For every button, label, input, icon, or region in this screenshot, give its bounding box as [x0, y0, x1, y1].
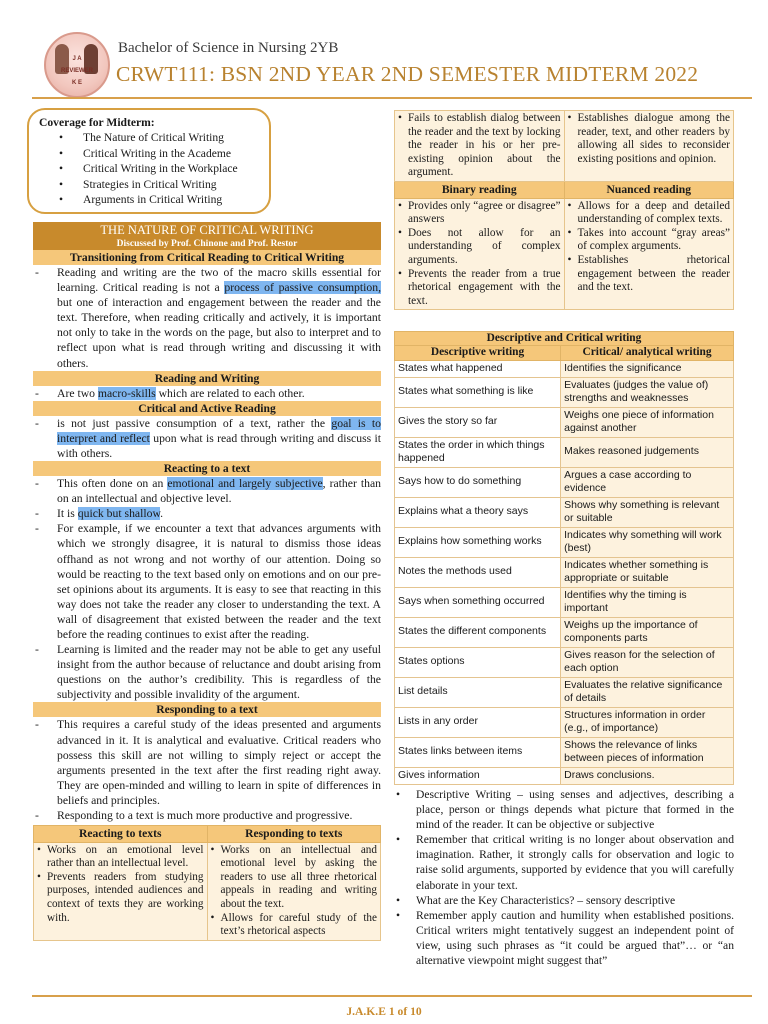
table-cell: States options [395, 647, 561, 677]
section-title: THE NATURE OF CRITICAL WRITING [100, 223, 314, 237]
note-text: Remember that critical writing is no longer about observation and imagination. Rather, it strongly calls for observation and logic to raise solid arguments, supported by evidence that you will carefully elaborate in your text. [416, 833, 734, 892]
table-title: Descriptive and Critical writing [395, 332, 734, 346]
table-cell: • Provides only “agree or disagree” answers • Does not allow for an understanding of complex arguments. • Prevents the reader from a true rhetorical engagement with the text. [395, 198, 565, 310]
table-cell: • Works on an emotional level rather than an intellectual level. • Prevents readers from studying purposes, intended audiences and context of texts they are working with. [34, 842, 208, 940]
coverage-list [39, 130, 259, 208]
table-header: Reacting to texts [34, 826, 208, 843]
table-cell: Indicates why something will work (best) [561, 527, 734, 557]
table-header: Responding to texts [207, 826, 381, 843]
list-item: • What are the Key Characteristics? – sensory descriptive [394, 893, 734, 908]
bullet-text: Establishes dialogue among the reader, text, and other readers by allowing all sides to reconsider existing positions and opinion. [577, 112, 730, 165]
paragraph: - This often done on an emotional and largely subjective, rather than on an intellectual and objective level. [35, 477, 381, 506]
paragraph-text: Learning is limited and the reader may not be able to get any useful insight from the author because of reluctance and doubt arising from questions on the author’s credibility. This is regardless of the subjectivity and possible invalidity of the argument. [57, 643, 381, 702]
list-item: • Remember apply caution and humility when established positions. Critical writers might tentatively suggest an independent point of view, using such phrases as “it could be argued that”… or “an alternative viewpoint might suggest that” [396, 908, 734, 968]
table-cell: • Fails to establish dialog between the reader and the text by locking the reader in his or her pre-existing opinion about the argument. [395, 111, 565, 182]
list-item: • Descriptive Writing – using senses and adjectives, describing a place, person or things depends what picture that formed in the mind of the reader. It can be objective or subjective [396, 788, 734, 832]
text-run: upon what is read through writing and discuss it with others. [57, 431, 381, 460]
table-header: Binary reading [395, 181, 565, 198]
text-run: . [160, 507, 164, 521]
program-subtitle: Bachelor of Science in Nursing 2YB [118, 40, 339, 56]
text-run: It is [57, 507, 78, 521]
table-cell: Weighs one piece of information against another [561, 407, 734, 437]
table-cell: States links between items [395, 737, 561, 767]
table-header: Descriptive writing [395, 346, 561, 360]
paragraph-text: For example, if we encounter a text that advances arguments with which we strongly disagree, it is natural to dismiss those ideas offhand as not wrong and not worthy of our attention. Doing so would be reacting to the text based only on emotions and on our pre-set opinions about its arguments. It is easy to see that reacting in this way does not take the reader any closer to understanding the text. A wall of disagreement that existed between the reader and the text before the reading continues to exist after the reading. [57, 522, 381, 641]
bullet-text: Prevents the reader from a true rhetorical engagement with the text. [408, 267, 561, 307]
left-column [33, 222, 381, 941]
table-cell: Evaluates the relative significance of details [561, 677, 734, 707]
highlight: quick but shallow [77, 507, 161, 521]
table-cell: • Establishes dialogue among the reader, text, and other readers by allowing all sides to reconsider existing positions and opinion. [564, 111, 734, 182]
binary-nuanced-section [394, 110, 734, 310]
table-cell: States what happened [395, 360, 561, 377]
table-row [395, 737, 734, 767]
binary-nuanced-table [394, 110, 734, 310]
table-row [395, 707, 734, 737]
table-cell: Says how to do something [395, 467, 561, 497]
table-cell: • Allows for a deep and detailed understanding of complex texts. • Takes into account “gray areas” of complex arguments. • Establishes rhetorical engagement between the reader and the text. [564, 198, 734, 310]
text-run: is not just passive consumption of a text, rather the [57, 416, 332, 430]
table-cell: Evaluates (judges the value of) strengths and weaknesses [561, 377, 734, 407]
logo-text: REVIEWER [60, 68, 93, 74]
coverage-heading: Coverage for Midterm: [39, 116, 155, 129]
list-item: • The Nature of Critical Writing [83, 130, 259, 146]
paragraph: - This requires a careful study of the ideas presented and arguments advanced in it. It is analytical and evaluative. Critical readers who possess this skill are not willing to simply reject or accept the arguments presented in the text after the first reading right away. They are open-minded and willing to learn in spite of differences in beliefs and principles. [35, 718, 381, 807]
heading-transition: Transitioning from Critical Reading to Critical Writing [33, 250, 381, 265]
table-header: Critical/ analytical writing [561, 346, 734, 360]
paragraph: - Reading and writing are the two of the macro skills essential for learning. Critical reading is not a process of passive consumption, but one of interaction and engagement between the reader and the text. Therefore, when reading critically and actively, it is important not only to take in the words on the page, but also to interpret and to reflect upon what is read through writing and discussing it with others. [35, 266, 381, 370]
bullet-text: Provides only “agree or disagree” answers [408, 199, 561, 226]
descriptive-critical-table [394, 331, 734, 785]
paragraph-text: This requires a careful study of the ideas presented and arguments advanced in it. It is analytical and evaluative. Critical readers who possess this skill are not willing to simply reject or accept the arguments presented in the text after the first reading right away. They are open-minded and willing to learn in spite of differences in beliefs and principles. [57, 718, 381, 807]
highlight: process of passive consumption, [224, 281, 381, 295]
paragraph-text: Responding to a text is much more productive and progressive. [57, 809, 353, 822]
bullet-text: Takes into account “gray areas” of complex arguments. [577, 226, 730, 253]
notes-list [394, 787, 734, 968]
table-cell: Identifies why the timing is important [561, 587, 734, 617]
coverage-box [27, 108, 271, 214]
table-cell: Shows the relevance of links between pieces of information [561, 737, 734, 767]
highlight: emotional and largely subjective [167, 477, 323, 491]
heading-reading-writing: Reading and Writing [33, 371, 381, 386]
header-divider [32, 97, 752, 99]
paragraph: - Learning is limited and the reader may not be able to get any useful insight from the author because of reluctance and doubt arising from questions on the author’s credibility. This is regardless of the subjectivity and possible invalidity of the argument. [35, 643, 381, 702]
table-cell: Indicates whether something is appropriate or suitable [561, 557, 734, 587]
table-row [395, 587, 734, 617]
bullet-text: Prevents readers from studying purposes, intended audiences and context of texts they are working with. [47, 870, 204, 924]
logo-text: K E [71, 80, 82, 86]
table-cell: Gives the story so far [395, 407, 561, 437]
table-row [395, 767, 734, 784]
table-cell: Identifies the significance [561, 360, 734, 377]
text-run: but one of interaction and engagement between the reader and the text. Therefore, when reading critically and actively, it is important not only to take in the words on the page, but also to interpret and to reflect upon what is read through writing and discussing it with others. [57, 296, 381, 370]
table-cell: Structures information in order (e.g., of importance) [561, 707, 734, 737]
paragraph: - is not just passive consumption of a text, rather the goal is to interpret and reflect upon what is read through writing and discuss it with others. [35, 416, 381, 460]
table-cell: Makes reasoned judgements [561, 437, 734, 467]
paragraph: - Responding to a text is much more productive and progressive. [33, 808, 381, 823]
table-cell: Argues a case according to evidence [561, 467, 734, 497]
text-run: Are two [57, 386, 98, 400]
list-item: • Strategies in Critical Writing [83, 177, 259, 193]
table-cell: Explains how something works [395, 527, 561, 557]
table-cell: States what something is like [395, 377, 561, 407]
footer-divider [32, 995, 752, 997]
list-item: • Arguments in Critical Writing [83, 192, 259, 208]
table-row [395, 677, 734, 707]
bullet-text: Fails to establish dialog between the reader and the text by locking the reader in his or her pre-existing opinion about the argument. [408, 112, 561, 179]
table-cell: States the different components [395, 617, 561, 647]
table-row [395, 467, 734, 497]
table-cell: Draws conclusions. [561, 767, 734, 784]
bullet-text: Works on an emotional level rather than an intellectual level. [47, 843, 204, 870]
page-title: CRWT111: BSN 2ND YEAR 2ND SEMESTER MIDTERM 2022 [116, 62, 699, 86]
heading-responding: Responding to a text [33, 702, 381, 717]
table-cell: Gives information [395, 767, 561, 784]
table-row [395, 497, 734, 527]
table-cell: Gives reason for the selection of each option [561, 647, 734, 677]
bullet-text: Does not allow for an understanding of complex arguments. [408, 226, 561, 266]
page-footer: J.A.K.E 1 of 10 [346, 1005, 422, 1018]
descriptive-critical-section [394, 331, 734, 785]
reviewer-logo [44, 32, 110, 98]
heading-reacting: Reacting to a text [33, 461, 381, 476]
note-text: Remember apply caution and humility when established positions. Critical writers might tentatively suggest an independent point of view, using such phrases as “it could be argued that”… or “an alternative viewpoint might suggest that” [416, 908, 734, 968]
table-row [395, 377, 734, 407]
list-item: • Critical Writing in the Workplace [83, 161, 259, 177]
paragraph: - It is quick but shallow. [35, 507, 164, 521]
bullet-text: Allows for careful study of the text’s rhetorical aspects [220, 911, 377, 938]
table-row [395, 437, 734, 467]
text-run: Reading and writing are the two of the macro skills essential for learning. Critical reading is not a [57, 266, 381, 295]
section-subtitle: Discussed by Prof. Chinone and Prof. Restor [116, 239, 298, 249]
list-item: • Remember that critical writing is no longer about observation and imagination. Rather, it strongly calls for observation and logic to raise solid arguments, supported by evidence that you will carefully elaborate in your text. [396, 833, 734, 892]
table-row [395, 647, 734, 677]
table-cell: • Works on an intellectual and emotional level by asking the readers to use all three rhetorical appeals in reading and writing about the text. • Allows for careful study of the text’s rhetorical aspects [207, 842, 381, 940]
table-cell: Says when something occurred [395, 587, 561, 617]
table-row [395, 557, 734, 587]
table-row [395, 407, 734, 437]
note-text: What are the Key Characteristics? – sensory descriptive [416, 893, 676, 907]
table-cell: States the order in which things happened [395, 437, 561, 467]
highlight: macro-skills [97, 386, 156, 400]
table-cell: Explains what a theory says [395, 497, 561, 527]
bullet-text: Allows for a deep and detailed understanding of complex texts. [577, 199, 730, 226]
text-run: , rather than on an intellectual and objective level. [57, 477, 381, 506]
note-text: Descriptive Writing – using senses and adjectives, describing a place, person or things depends what picture that formed in the mind of the reader. It can be objective or subjective [416, 788, 734, 832]
heading-critical-active: Critical and Active Reading [33, 401, 381, 416]
highlight: goal is to interpret and reflect [57, 416, 381, 445]
table-row [395, 527, 734, 557]
table-cell: Notes the methods used [395, 557, 561, 587]
paragraph: - Are two macro-skills which are related to each other. [35, 386, 305, 400]
table-cell: Lists in any order [395, 707, 561, 737]
reacting-responding-table [33, 825, 381, 941]
text-run: which are related to each other. [155, 386, 305, 400]
table-header: Nuanced reading [564, 181, 734, 198]
section-title-bar [33, 222, 381, 250]
logo-text: J A [72, 56, 82, 62]
table-row [395, 617, 734, 647]
table-cell: List details [395, 677, 561, 707]
table-cell: Weighs up the importance of components parts [561, 617, 734, 647]
table-row [395, 360, 734, 377]
text-run: This often done on an [57, 477, 168, 491]
bullet-text: Establishes rhetorical engagement between the reader and the text. [577, 253, 730, 294]
table-cell: Shows why something is relevant or suitable [561, 497, 734, 527]
bullet-text: Works on an intellectual and emotional level by asking the readers to use all three rhetorical appeals in reading and writing about the text. [220, 843, 377, 911]
list-item: • Critical Writing in the Academe [83, 146, 259, 162]
paragraph: - For example, if we encounter a text that advances arguments with which we strongly disagree, it is natural to dismiss those ideas offhand as not wrong and not worthy of our attention. Doing so would be reacting to the text based only on emotions and on our pre-set opinions about its arguments. It is easy to see that reacting in this way does not take the reader any closer to understanding the text. A wall of disagreement that existed between the reader and the text before the reading continues to exist after the reading. [35, 522, 381, 641]
